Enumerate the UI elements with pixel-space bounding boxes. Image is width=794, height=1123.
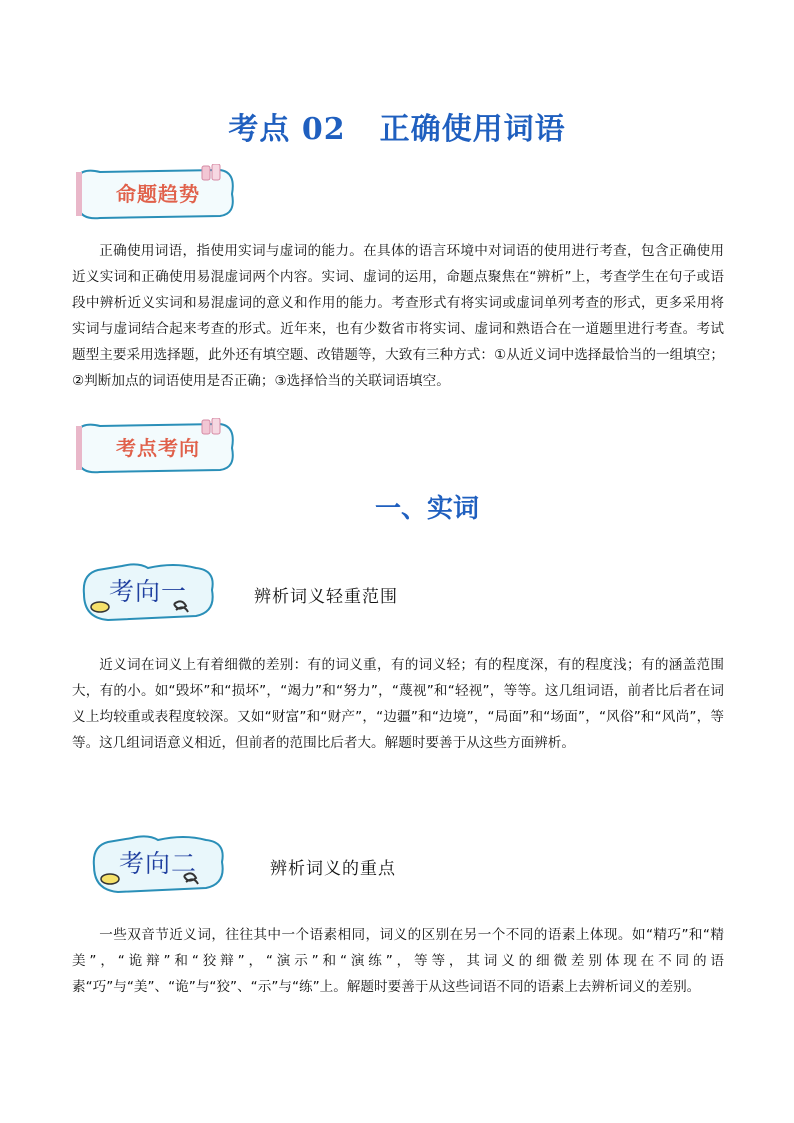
tag-trend-label: 命题趋势 <box>116 182 200 206</box>
tag-direction <box>70 418 238 474</box>
direction-badge-2 <box>88 832 238 898</box>
direction-body-1: 近义词在词义上有着细微的差别：有的词义重，有的词义轻；有的程度深，有的程度浅；有的涵盖范围大，有的小。如“毁坏”和“损坏”，“竭力”和“努力”，“蔑视”和“轻视”，等等。这几组词语，前者比后者在词义上均较重或表程度较深。又如“财富”和“财产”，“边疆”和“边境”，“局面”和“场面”，“风俗”和“风尚”，等等。这几组词语意义相近，但前者的范围比后者大。解题时要善于从这些方面辨析。 <box>72 657 724 751</box>
direction-body-2: 一些双音节近义词，往往其中一个语素相同，词义的区别在另一个不同的语素上体现。如“精巧”和“精美”，“诡辩”和“狡辩”，“演示”和“演练”，等等，其词义的细微差别体现在不同的语素“巧”与“美”、“诡”与“狡”、“示”与“练”上。解题时要善于从这些词语不同的语素上去辨析词义的差别。 <box>72 927 724 995</box>
direction-badge-1 <box>78 560 228 626</box>
tag-direction-label: 考点考向 <box>116 436 200 460</box>
page-title <box>0 104 794 148</box>
direction-title-1: 辨析词义轻重范围 <box>254 587 398 607</box>
tag-trend <box>70 164 238 220</box>
direction-title-2: 辨析词义的重点 <box>270 859 396 879</box>
section-heading: 一、实词 <box>374 494 479 524</box>
title-code: 考点 02 <box>228 112 346 147</box>
intro-paragraph: 正确使用词语，指使用实词与虚词的能力。在具体的语言环境中对词语的使用进行考查，包含正确使用近义实词和正确使用易混虚词两个内容。实词、虚词的运用，命题点聚焦在“辨析”上，考查学生在句子或语段中辨析近义实词和易混虚词的意义和作用的能力。考查形式有将实词或虚词单列考查的形式，更多采用将实词与虚词结合起来考查的形式。近年来，也有少数省市将实词、虚词和熟语合在一道题里进行考查。考试题型主要采用选择题，此外还有填空题、改错题等，大致有三种方式：①从近义词中选择最恰当的一组填空；②判断加点的词语使用是否正确；③选择恰当的关联词语填空。 <box>72 243 724 389</box>
direction-badge-label-2: 考向二 <box>118 849 197 878</box>
direction-badge-label-1: 考向一 <box>108 577 187 606</box>
title-name: 正确使用词语 <box>379 112 566 147</box>
